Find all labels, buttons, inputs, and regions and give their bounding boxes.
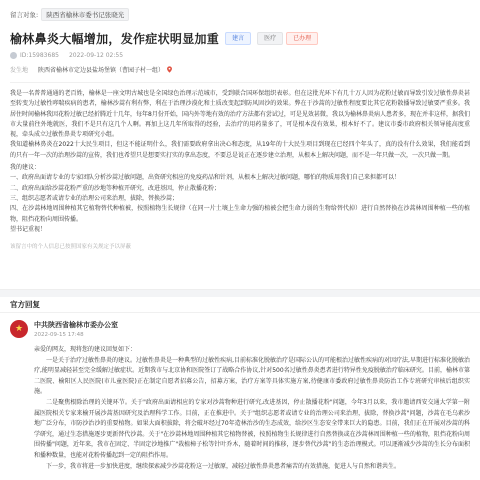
page-title: 榆林鼻炎大幅增加，发作症状明显加重: [10, 32, 220, 46]
location-row: [10, 65, 470, 74]
reply-greeting: 亲爱的网友，现将您的建议回复如下：: [34, 346, 137, 353]
divider: [10, 82, 470, 83]
org-info: [34, 320, 118, 338]
request-title: 我的建议：: [10, 164, 41, 172]
org-name: 中共陕西省榆林市委办公室: [34, 321, 118, 329]
reply-card: [0, 313, 480, 480]
official-reply-header: [0, 297, 480, 313]
request-item: 三、组织志愿者或请专业的治理公司来治理，拔除，替换沙蒿；: [10, 194, 179, 202]
map-pin-icon[interactable]: [166, 66, 173, 73]
tag-status: 已办理: [286, 32, 318, 45]
message-target-row: [10, 8, 470, 21]
request-item: 二、政府出面给沙蒿花粉严重的沙地等种植开研究，改进基因，停止散播花粉；: [10, 184, 221, 192]
tag-suggestion: 建言: [225, 32, 251, 45]
body-paragraph: 我是一名普普通通的老百姓，榆林是一座文明古城也是全国绿色治理示范城市，受到联合国环保组织表彰。但在这批光环下有几十万人因为花粉过敏而导致引发过敏性鼻炎甚至转变为过敏性哮喘疾病的患者，榆林沙蒿有利有弊，利在于治理沙漠化和土质改变起到防风固沙的效果。弊在于沙蒿的过敏性程度要比其它花粉散播导致过敏要严重多。我居住时间榆林我因花粉过敏已经折腾近十几年，每年8月份开始，国内外等地有效的治疗方法都有尝试过，可是见效甚微，我以为榆林鼻炎病人患者多，现在并非这样，据我们市大量前往外地就医，我们不是只有这几个人啊。再加上这几年所取得的经验，去治疗的用药量多了，可是根本没有效果，根本好不了。建议市委市政府相关领导能高度重视，牵头成立过敏性鼻炎专项研究小组。: [10, 90, 470, 139]
to-label: 留言对象:: [10, 11, 39, 19]
privacy-footnote: 该留言中的个人信息已按照国家有关规定予以屏蔽: [10, 244, 132, 251]
title-row: [10, 30, 470, 47]
reply-paragraph: 下一步，我市将进一步加快进度，继续探索减少沙蒿花粉这一过敏原，减轻过敏性鼻炎患者痛苦的有效措施，促进人与自然和谐共生。: [46, 462, 401, 470]
reply-paragraph: 二是聚焦根除治理的关键环节。关于"政府出面请相应的专家对沙蒿物种进行研究,改进基因，停止散播花粉"问题，今年3月以来，我市邀请西安交通大学第一附属医院相关专家来榆开展沙蒿基因研究及治理科学工作。目前，正在推进中。关于"组织志愿者或请专业的治理公司来治理，拔除，替换沙蒿"问题，沙蒿在毛乌素沙地广泛分布，市防沙治沙的重要植物。如果大面积拔除，将会破坏经过70年造林治沙的生态成效，给沙区生态安全带来巨大的隐患。目前，我们正在开展对沙蒿的科学研究，通过生态措施逐步更新替代沙蒿。关于"在沙蒿林地周围种植其它植物替被，按照植物生长规律进行自然替换或在沙蒿林周围种植一些的植物，阻挡花粉向周围传播"问题，近年来，我市在固定、半固定沙地推广"栽植樟子松等针叶乔木，随着时间的推移，逐步替代沙蒿"的生态治理模式。可以逐渐减少沙蒿的生长分布面积和播种数量，也能对花粉传播起到一定的阻挡作用。: [34, 398, 470, 459]
message-datetime: 2022-09-12 02:55: [68, 52, 124, 59]
location-value: 陕西省榆林市定边县盐场堡镇（曹园子村一组）: [38, 67, 165, 74]
org-row: [10, 320, 470, 338]
message-id: ID:15983685: [20, 52, 59, 59]
to-target-badge[interactable]: 陕西省榆林市委书记张晓光: [41, 8, 129, 21]
location-label: 发生地: [10, 67, 29, 74]
body-paragraph: 我知道榆林鼻炎在2022十大民生项目，但这不能证明什么，我们需要政府拿出决心和态度，从19年的十大民生项目到现在已经四个年头了，真的没有什么效果，我们能看到的只有一年一次的治理沙蒿的宣传，我们也希望只是想要实打实的拿出态度，不要总是说正在逐步建立治理，从根本上解决问题，而不是一年只做一次，一次只做一期。: [10, 141, 470, 159]
official-reply-heading: 官方回复: [10, 300, 40, 309]
closing-line: 望书记重视！: [10, 225, 47, 233]
reply-datetime: 2022-09-15 17:48: [34, 332, 84, 338]
user-avatar-icon: [10, 52, 17, 59]
request-item: 四、在沙蒿林地周围种植其它植物替代种植被，按照植物生长规律（在同一片土壤上生命力强的植被会把生命力弱的生物给替代掉）进行自然替换在沙蒿林周围种植一些的植物，阻挡花粉向周围传播。: [10, 205, 470, 223]
meta-row: [10, 52, 470, 59]
reply-paragraph: 一是关于治疗过敏性鼻炎的建议。过敏性鼻炎是一种典型的过敏性疾病,目前标准化脱敏治疗是国际公认的可能根治过敏性疾病的对因疗法,早期进行标准化脱敏治疗,能明显减轻甚至完全缓解过敏症状。近期我市与北京协和医院签订了战略合作协议,针对500名过敏性鼻炎患者进行特异性免疫脱敏治疗临床研究。目前，榆林市第二医院、榆阳区人民医院(市儿童医院)正在制定自愿者招募公告，招募方案，治疗方案等具体实施方案,待健康市委政府过敏性鼻炎防治工作专班研究审核后组织实施。: [34, 356, 470, 396]
message-body: [10, 89, 470, 235]
tag-medical: 医疗: [257, 32, 283, 45]
party-emblem-icon: ★: [10, 320, 28, 338]
reply-body: [10, 345, 470, 472]
request-item: 一、政府出面请专业的专家团队分析沙蒿过敏问题，出资研究相应的免疫药品和针剂，从根本上解决过敏问题，哪怕的物质用我们自己来担都可以！: [10, 174, 401, 182]
